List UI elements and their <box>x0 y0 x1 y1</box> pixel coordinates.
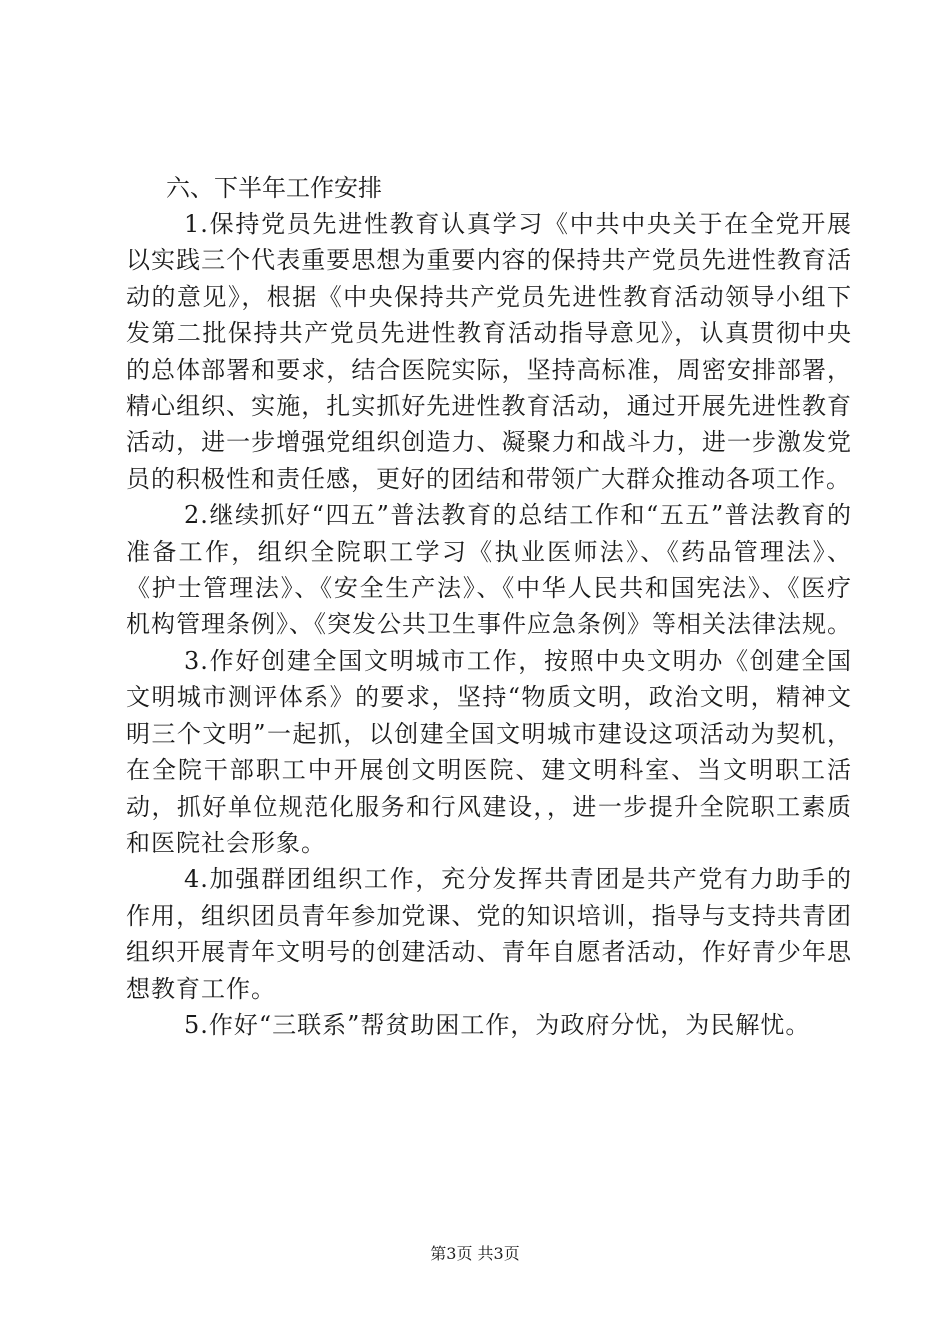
section-heading: 六、下半年工作安排 <box>166 174 382 202</box>
paragraph-3: 3.作好创建全国文明城市工作，按照中央文明办《创建全国文明城市测评体系》的要求，坚持“物质文明，政治文明，精神文明三个文明”一起抓，以创建全国文明城市建设这项活动为契机，在全院干部职工中开展创文明医院、建文明科室、当文明职工活动，抓好单位规范化服务和行风建设，，进一步提升全院职工素质和医院社会形象。 <box>126 646 852 857</box>
paragraph-1: 1.保持党员先进性教育认真学习《中共中央关于在全党开展以实践三个代表重要思想为重要内容的保持共产党员先进性教育活动的意见》，根据《中央保持共产党员先进性教育活动领导小组下发第二批保持共产党员先进性教育活动指导意见》，认真贯彻中央的总体部署和要求，结合医院实际，坚持高标准，周密安排部署，精心组织、实施，扎实抓好先进性教育活动，通过开展先进性教育活动，进一步增强党组织创造力、凝聚力和战斗力，进一步激发党员的积极性和责任感，更好的团结和带领广大群众推动各项工作。 <box>126 210 852 493</box>
page-footer: 第3页 共3页 <box>430 1244 520 1263</box>
paragraph-2: 2.继续抓好“四五”普法教育的总结工作和“五五”普法教育的准备工作，组织全院职工学习《执业医师法》、《药品管理法》、《护士管理法》、《安全生产法》、《中华人民共和国宪法》、《医疗机构管理条例》、《突发公共卫生事件应急条例》等相关法律法规。 <box>126 501 852 639</box>
document-body <box>126 170 852 1043</box>
paragraph-4: 4.加强群团组织工作，充分发挥共青团是共产党有力助手的作用，组织团员青年参加党课、党的知识培训，指导与支持共青团组织开展青年文明号的创建活动、青年自愿者活动，作好青少年思想教育工作。 <box>126 865 852 1003</box>
paragraph-5: 5.作好“三联系”帮贫助困工作，为政府分忧，为民解忧。 <box>184 1010 811 1039</box>
